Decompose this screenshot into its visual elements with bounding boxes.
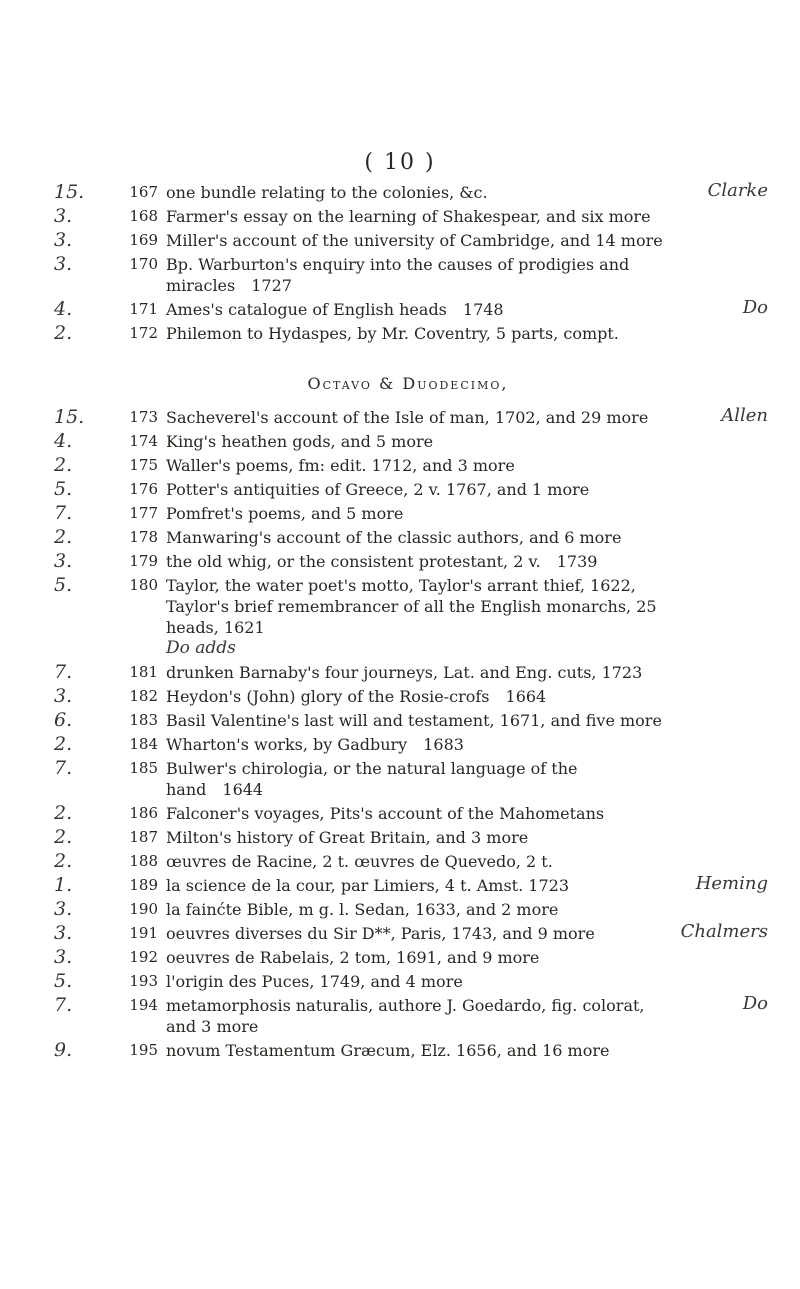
entry-text: oeuvres de Rabelais, 2 tom, 1691, and 9 more (166, 948, 540, 967)
lot-number: 182 (129, 687, 158, 705)
price-annotation: 2. (54, 526, 73, 548)
entry-text: Wharton's works, by Gadbury (166, 735, 408, 754)
price-annotation: 7. (54, 661, 73, 683)
entry-year: 1664 (489, 687, 547, 706)
catalogue-entry (48, 431, 768, 452)
entry-text: Milton's history of Great Britain, and 3 more (166, 828, 529, 847)
price-annotation: 3. (54, 685, 73, 707)
lot-number: 180 (129, 576, 158, 594)
entry-text: Bulwer's chirologia, or the natural language of the hand (166, 759, 578, 799)
entry-description (166, 923, 768, 944)
lot-number: 194 (129, 996, 158, 1014)
entry-description (166, 686, 768, 707)
price-annotation: 2. (54, 826, 73, 848)
entry-description (166, 254, 768, 296)
entry-description (166, 299, 768, 320)
catalogue-entry (48, 758, 768, 800)
lot-number: 168 (129, 207, 158, 225)
entry-description (166, 431, 768, 452)
buyer-annotation: Allen (721, 405, 768, 426)
price-annotation: 2. (54, 454, 73, 476)
page-number: ( 10 ) (364, 150, 436, 175)
entry-description (166, 947, 768, 968)
catalogue-entry (48, 455, 768, 476)
price-annotation: 5. (54, 574, 73, 596)
catalogue-entry (48, 479, 768, 500)
entry-description (166, 875, 768, 896)
lot-number: 169 (129, 231, 158, 249)
lot-number: 177 (129, 504, 158, 522)
price-annotation: 3. (54, 946, 73, 968)
price-annotation: 2. (54, 850, 73, 872)
entry-text: la fainćte Bible, m g. l. Sedan, 1633, and 2 more (166, 900, 559, 919)
entry-description (166, 206, 768, 227)
price-annotation: 2. (54, 802, 73, 824)
catalogue-entry (48, 710, 768, 731)
entry-description (166, 803, 768, 824)
lot-number: 179 (129, 552, 158, 570)
lot-number: 193 (129, 972, 158, 990)
catalogue-entry (48, 206, 768, 227)
entry-description (166, 527, 768, 548)
entry-text: Philemon to Hydaspes, by Mr. Coventry, 5 parts, compt. (166, 324, 619, 343)
entry-year: 1683 (407, 735, 464, 754)
entries (48, 182, 768, 1064)
lot-number: 195 (129, 1041, 158, 1059)
entry-text: metamorphosis naturalis, authore J. Goedardo, fig. colorat, and 3 more (166, 996, 645, 1036)
lot-number: 185 (129, 759, 158, 777)
catalogue-entry (48, 971, 768, 992)
catalogue-entry (48, 995, 768, 1037)
price-annotation: 7. (54, 757, 73, 779)
entry-description (166, 182, 768, 203)
entry-text: oeuvres diverses du Sir D**, Paris, 1743, and 9 more (166, 924, 595, 943)
entry-text: Sacheverel's account of the Isle of man, 1702, and 29 more (166, 408, 649, 427)
entry-text: Manwaring's account of the classic authors, and 6 more (166, 528, 622, 547)
entry-text: Ames's catalogue of English heads (166, 300, 447, 319)
entry-description (166, 551, 768, 572)
entry-description (166, 734, 768, 755)
catalogue-entry (48, 182, 768, 203)
catalogue-entry (48, 230, 768, 251)
price-annotation: 3. (54, 898, 73, 920)
entry-description (166, 230, 768, 251)
entry-description (166, 575, 768, 659)
price-annotation: 5. (54, 478, 73, 500)
entry-text: Basil Valentine's last will and testament, 1671, and five more (166, 711, 662, 730)
catalogue-entry (48, 686, 768, 707)
handwritten-note: Do adds (166, 638, 236, 658)
entry-text: l'origin des Puces, 1749, and 4 more (166, 972, 463, 991)
price-annotation: 7. (54, 502, 73, 524)
price-annotation: 5. (54, 970, 73, 992)
lot-number: 176 (129, 480, 158, 498)
lot-number: 178 (129, 528, 158, 546)
entry-description (166, 479, 768, 500)
entry-text: one bundle relating to the colonies, &c. (166, 183, 488, 202)
lot-number: 181 (129, 663, 158, 681)
lot-number: 188 (129, 852, 158, 870)
entry-text: la science de la cour, par Limiers, 4 t. Amst. 1723 (166, 876, 569, 895)
catalogue-entry (48, 947, 768, 968)
catalogue-entry (48, 575, 768, 659)
lot-number: 175 (129, 456, 158, 474)
lot-number: 172 (129, 324, 158, 342)
entry-text: Bp. Warburton's enquiry into the causes of prodigies and miracles (166, 255, 630, 295)
catalogue-entry (48, 551, 768, 572)
price-annotation: 4. (54, 430, 73, 452)
catalogue-entry (48, 299, 768, 320)
catalogue-entry (48, 407, 768, 428)
price-annotation: 2. (54, 733, 73, 755)
entry-text: œuvres de Racine, 2 t. œuvres de Quevedo, 2 t. (166, 852, 553, 871)
entries-octavo (48, 407, 768, 1061)
entry-year: 1727 (235, 276, 292, 295)
entry-description (166, 503, 768, 524)
lot-number: 167 (129, 183, 158, 201)
price-annotation: 3. (54, 550, 73, 572)
entry-year: 1739 (540, 552, 598, 571)
lot-number: 190 (129, 900, 158, 918)
entry-description (166, 971, 768, 992)
lot-number: 192 (129, 948, 158, 966)
entry-text: King's heathen gods, and 5 more (166, 432, 434, 451)
price-annotation: 6. (54, 709, 73, 731)
entry-text: Heydon's (John) glory of the Rosie-crofs (166, 687, 490, 706)
entry-text: drunken Barnaby's four journeys, Lat. and Eng. cuts, 1723 (166, 663, 643, 682)
entry-description (166, 899, 768, 920)
lot-number: 183 (129, 711, 158, 729)
buyer-annotation: Do (742, 297, 768, 318)
lot-number: 187 (129, 828, 158, 846)
section-heading: Octavo & Duodecimo, (307, 374, 509, 393)
entries-top (48, 182, 768, 344)
entry-description (166, 827, 768, 848)
lot-number: 189 (129, 876, 158, 894)
catalogue-entry (48, 527, 768, 548)
lot-number: 174 (129, 432, 158, 450)
catalogue-entry (48, 1040, 768, 1061)
price-annotation: 3. (54, 253, 73, 275)
lot-number: 191 (129, 924, 158, 942)
catalogue-entry (48, 503, 768, 524)
buyer-annotation: Chalmers (680, 921, 768, 942)
entry-year: 1644 (206, 780, 264, 799)
lot-number: 171 (129, 300, 158, 318)
entry-year: 1748 (446, 300, 504, 319)
catalogue-entry (48, 803, 768, 824)
entry-text: Potter's antiquities of Greece, 2 v. 1767, and 1 more (166, 480, 590, 499)
entry-description (166, 455, 768, 476)
buyer-annotation: Clarke (707, 180, 768, 201)
entry-description (166, 758, 768, 800)
lot-number: 186 (129, 804, 158, 822)
entry-description (166, 995, 768, 1037)
entry-text: Waller's poems, fm: edit. 1712, and 3 more (166, 456, 515, 475)
entry-description (166, 662, 768, 683)
price-annotation: 3. (54, 229, 73, 251)
price-annotation: 3. (54, 205, 73, 227)
entry-text: Miller's account of the university of Cambridge, and 14 more (166, 231, 663, 250)
catalogue-entry (48, 875, 768, 896)
price-annotation: 4. (54, 298, 73, 320)
price-annotation: 3. (54, 922, 73, 944)
entry-text: Pomfret's poems, and 5 more (166, 504, 404, 523)
price-annotation: 1. (54, 874, 73, 896)
buyer-annotation: Heming (695, 873, 768, 894)
price-annotation: 7. (54, 994, 73, 1016)
lot-number: 170 (129, 255, 158, 273)
catalogue-entry (48, 254, 768, 296)
entry-description (166, 407, 768, 428)
entry-description (166, 710, 768, 731)
entry-description (166, 851, 768, 872)
entry-text: Taylor, the water poet's motto, Taylor's arrant thief, 1622, Taylor's brief remembrancer of all the English monarchs, 25 heads, 1621 (166, 576, 657, 637)
buyer-annotation: Do (742, 993, 768, 1014)
lot-number: 184 (129, 735, 158, 753)
price-annotation: 9. (54, 1039, 73, 1061)
catalogue-entry (48, 323, 768, 344)
catalogue-entry (48, 662, 768, 683)
entry-description (166, 1040, 768, 1061)
lot-number: 173 (129, 408, 158, 426)
catalogue-entry (48, 827, 768, 848)
entry-text: Falconer's voyages, Pits's account of the Mahometans (166, 804, 605, 823)
entry-text: novum Testamentum Græcum, Elz. 1656, and 16 more (166, 1041, 610, 1060)
price-annotation: 2. (54, 322, 73, 344)
price-annotation: 15. (54, 181, 85, 203)
catalogue-entry (48, 734, 768, 755)
entry-description (166, 323, 768, 344)
entry-text: Farmer's essay on the learning of Shakespear, and six more (166, 207, 651, 226)
catalogue-entry (48, 899, 768, 920)
entry-text: the old whig, or the consistent protestant, 2 v. (166, 552, 541, 571)
catalogue-entry (48, 923, 768, 944)
catalogue-entry (48, 851, 768, 872)
price-annotation: 15. (54, 406, 85, 428)
